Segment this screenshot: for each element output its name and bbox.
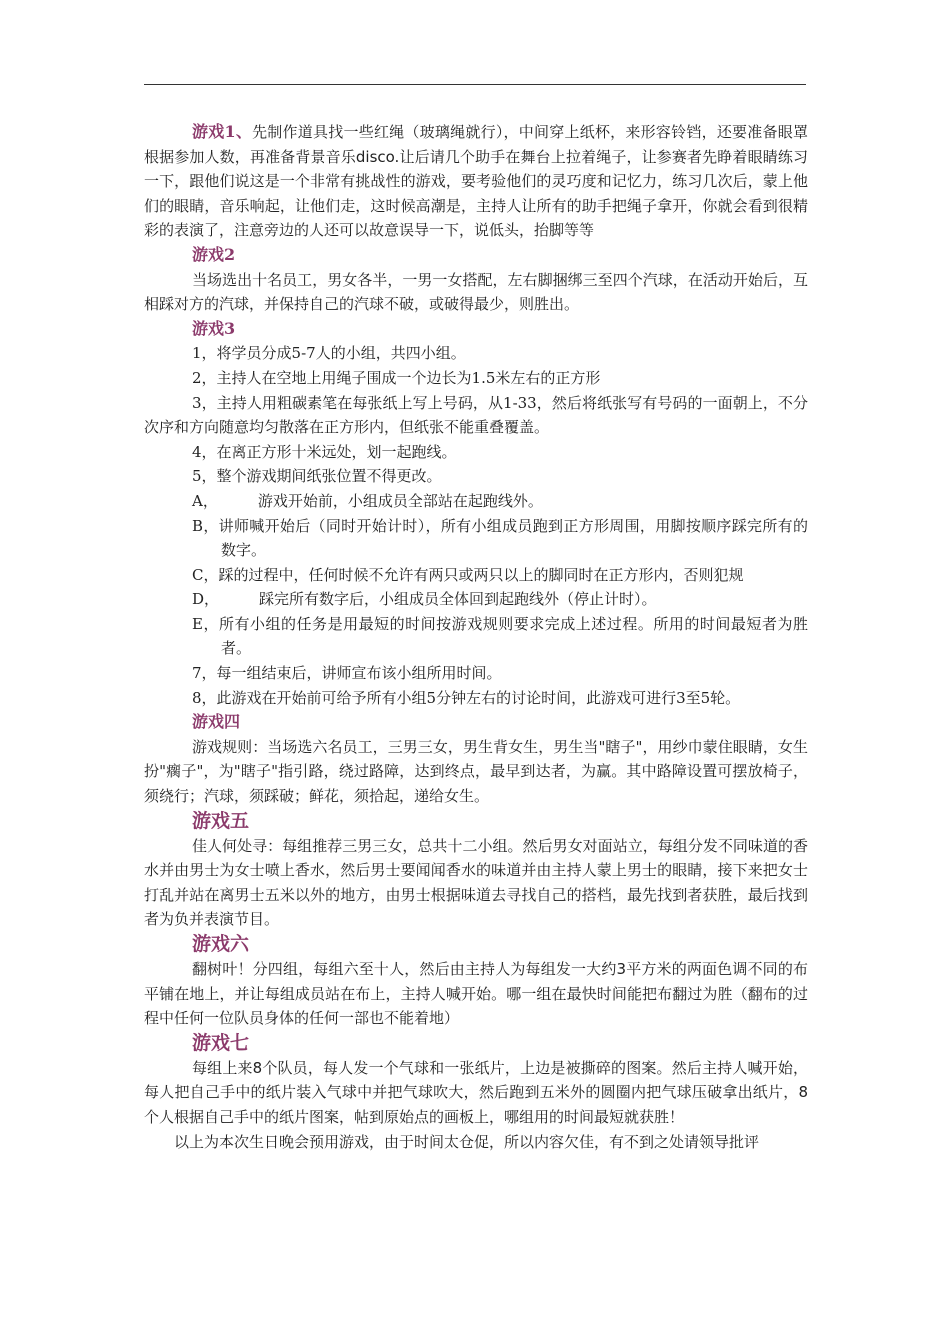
game3-rule-a-text: 游戏开始前，小组成员全部站在起跑线外。 — [257, 491, 543, 510]
game3-step-3: 3，主持人用粗碳素笔在每张纸上写上号码，从1-33，然后将纸张写有号码的一面朝上，不分次序和方向随意均匀散落在正方形内，但纸张不能重叠覆盖。 — [144, 393, 808, 437]
game5-text: 佳人何处寻：每组推荐三男三女，总共十二小组。然后男女对面站立，每组分发不同味道的香水并由男士为女士喷上香水，然后男士要闻闻香水的味道并由主持人蒙上男士的眼睛，接下来把女士打乱并站在离男士五米以外的地方，由男士根据味道去寻找自己的搭档，最先找到者获胜，最后找到者为负并表演节目。 — [144, 836, 808, 929]
game4-heading: 游戏四 — [192, 712, 241, 732]
game3-rule-c: C，踩的过程中，任何时候不允许有两只或两只以上的脚同时在正方形内，否则犯规 — [192, 565, 744, 584]
game1-music: disco. — [355, 147, 400, 166]
game6-paragraph — [144, 957, 808, 1031]
game3-rule-d — [144, 587, 808, 612]
game1-paragraph — [144, 120, 808, 243]
game5-heading: 游戏五 — [192, 809, 250, 832]
game7-paragraph — [144, 1056, 808, 1130]
game3-rule-d-text: 踩完所有数字后，小组成员全体回到起跑线外（停止计时）。 — [259, 590, 657, 609]
game6-heading: 游戏六 — [192, 933, 250, 955]
game3-rule-b: B，讲师喊开始后（同时开始计时），所有小组成员跑到正方形周围，用脚按顺序踩完所有的数字。 — [192, 516, 808, 560]
game3-step-5: 5，整个游戏期间纸张位置不得更改。 — [192, 467, 442, 486]
game3-rule-a-label: A， — [192, 491, 218, 510]
game6-text-a: 翻树叶！分四组，每组六至十人，然后由主持人为每组发一大约 — [192, 960, 617, 978]
game2-heading: 游戏2 — [192, 244, 236, 264]
game3-step-1: 1，将学员分成5-7人的小组，共四小组。 — [192, 344, 466, 363]
game7-number-2: 8 — [798, 1083, 808, 1102]
game3-rule-e: E，所有小组的任务是用最短的时间按游戏规则要求完成上述过程。所用的时间最短者为胜者。 — [192, 614, 808, 658]
game3-step-2: 2，主持人在空地上用绳子围成一个边长为1.5米左右的正方形 — [192, 368, 601, 387]
game1-heading: 游戏1、 — [192, 122, 253, 141]
game7-number-1: 8 — [252, 1058, 263, 1077]
game3-rule-d-label: D， — [192, 590, 220, 609]
game7-text-a: 每组上来 — [192, 1058, 253, 1077]
game3-heading: 游戏3 — [192, 318, 236, 338]
game3-step-8: 8，此游戏在开始前可给予所有小组5分钟左右的讨论时间，此游戏可进行3至5轮。 — [192, 688, 741, 707]
game4-text: 游戏规则：当场选六名员工，三男三女，男生背女生，男生当"瞎子"，用纱巾蒙住眼睛，女生扮"瘸子"，为"瞎子"指引路，绕过路障，达到终点，最早到达者，为赢。其中路障设置可摆放椅子，须绕行；汽球，须踩破；鲜花，须拾起，递给女生。 — [144, 737, 808, 806]
game6-number: 3 — [616, 960, 627, 978]
header-rule — [144, 84, 806, 85]
document-body — [144, 120, 808, 1154]
game7-text-b: 个队员，每人发一个气球和一张纸片，上边是被撕碎的图案。然后主持人喊开始，每人把自己手中的纸片装入气球中并把气球吹大，然后跑到五米外的圆圈内把气球压破拿出纸片， — [144, 1058, 808, 1102]
closing-text: 以上为本次生日晚会预用游戏，由于时间太仓促，所以内容欠佳，有不到之处请领导批评 — [174, 1132, 760, 1151]
game1-text-a: 先制作道具找一些红绳（玻璃绳就行），中间穿上纸杯，来形容铃铛，还要准备眼罩根据参加人数，再准备背景音乐 — [144, 123, 808, 166]
game7-text-c: 个人根据自己手中的纸片图案，帖到原始点的画板上，哪组用的时间最短就获胜！ — [144, 1107, 685, 1126]
game1-text-b: 让后请几个助手在舞台上拉着绳子，让参赛者先睁着眼睛练习一下，跟他们说这是一个非常有挑战性的游戏，要考验他们的灵巧度和记忆力，练习几次后，蒙上他们的眼睛，音乐响起，让他们走，这时候高潮是，主持人让所有的助手把绳子拿开，你就会看到很精彩的表演了，注意旁边的人还可以故意误导一下，说低头，抬脚等等 — [144, 147, 808, 240]
game6-text-b: 平方米的两面色调不同的布平铺在地上，并让每组成员站在布上，主持人喊开始。哪一组在最快时间能把布翻过为胜（翻布的过程中任何一位队员身体的任何一部也不能着地） — [144, 960, 808, 1028]
game3-rule-a — [144, 489, 808, 514]
game7-heading: 游戏七 — [192, 1031, 250, 1054]
game3-step-4: 4，在离正方形十米远处，划一起跑线。 — [192, 442, 457, 461]
game3-step-7: 7，每一组结束后，讲师宣布该小组所用时间。 — [192, 664, 502, 683]
game2-text: 当场选出十名员工，男女各半，一男一女搭配，左右脚捆绑三至四个汽球，在活动开始后，互相踩对方的汽球，并保持自己的汽球不破，或破得最少，则胜出。 — [144, 270, 808, 314]
